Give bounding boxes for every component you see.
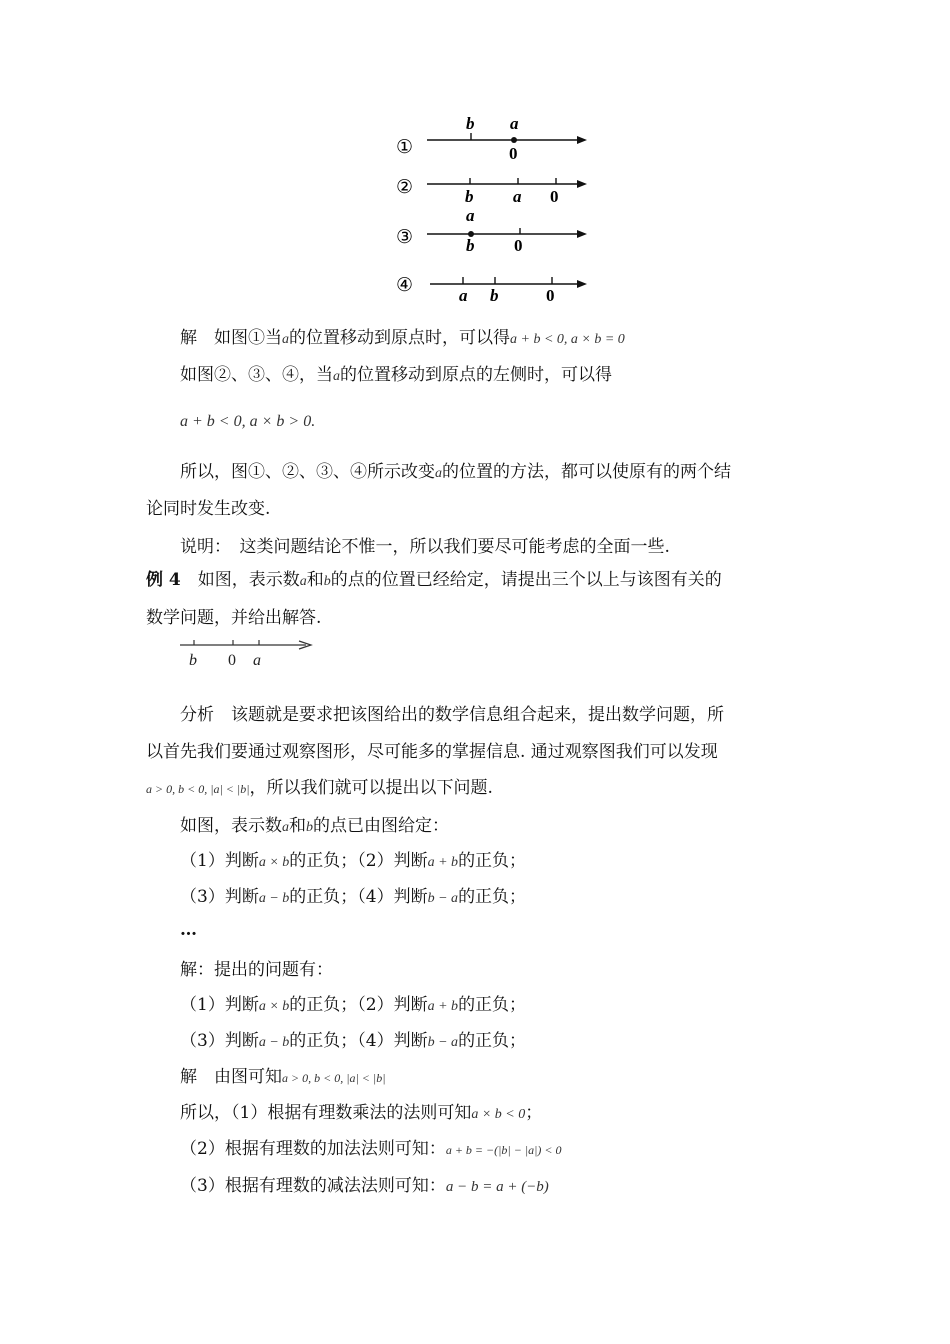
solve-formula: a > 0, b < 0, |a| < |b| [282, 1071, 386, 1085]
analysis-line2: 以首先我们要通过观察图形，尽可能多的掌握信息. 通过观察图我们可以发现 [146, 742, 718, 762]
var-a: a [282, 332, 289, 347]
var-b: b [306, 820, 313, 835]
number-line-row-4 [396, 274, 587, 305]
example4-label: 例 4 [146, 570, 181, 590]
row-marker-3: ③ [396, 226, 414, 248]
q4-expr: b − a [427, 891, 459, 906]
row-marker-2: ② [396, 176, 414, 198]
a1-number: （1）判断 [180, 995, 259, 1015]
label-0-2: 0 [550, 187, 559, 206]
ex4-label-a: a [253, 652, 261, 669]
label-0-4: 0 [546, 286, 555, 305]
q1-tail: 的正负； [289, 851, 358, 871]
a2-number: （2）判断 [357, 995, 428, 1015]
a3-tail: 的正负； [289, 1031, 358, 1051]
ellipsis-line [180, 918, 197, 942]
step3-lead: （3）根据有理数的减法法则可知： [180, 1176, 446, 1196]
q3-tail: 的正负； [289, 887, 358, 907]
axis-arrow-1 [577, 136, 587, 144]
q1-expr: a × b [258, 855, 290, 870]
conclusion-line-1 [180, 460, 731, 486]
given-and: 和 [289, 816, 306, 836]
solution1-lead: 解 如图①当 [180, 328, 282, 348]
var-a: a [333, 369, 340, 384]
conclusion-line2: 论同时发生改变. [146, 499, 271, 519]
q2-number: （2）判断 [357, 851, 428, 871]
conclusion-line-2 [146, 497, 270, 521]
ex4-label-0: 0 [228, 652, 236, 669]
example4-text2: 的点的位置已经给定，请提出三个以上与该图有关的 [330, 570, 722, 590]
conclusion-tail: 的位置的方法，都可以使原有的两个结 [442, 462, 731, 482]
solve-line [180, 1065, 386, 1090]
number-line-row-2 [396, 176, 587, 206]
solution2-tail: 的位置移动到原点的左侧时，可以得 [340, 365, 612, 385]
analysis-line-3 [146, 776, 493, 801]
answer-line-1 [180, 993, 526, 1019]
solution2-lead: 如图②、③、④，当 [180, 365, 333, 385]
given-line [180, 814, 449, 840]
example4-text1: 如图，表示数 [180, 570, 300, 590]
conclusion-lead: 所以，图①、②、③、④所示改变 [180, 462, 435, 482]
a2-tail: 的正负； [458, 995, 527, 1015]
analysis-line1: 分析 该题就是要求把该图给出的数学信息组合起来，提出数学问题，所 [180, 705, 724, 725]
note-text: 说明： 这类问题结论不惟一，所以我们要尽可能考虑的全面一些. [180, 537, 670, 557]
q1-number: （1）判断 [180, 851, 259, 871]
analysis-line-2 [146, 740, 718, 764]
formula-conditions: a > 0, b < 0, |a| < |b| [146, 782, 250, 796]
row-marker-4: ④ [396, 274, 414, 296]
q2-expr: a + b [427, 855, 459, 870]
a3-expr: a − b [258, 1035, 290, 1050]
a3-number: （3）判断 [180, 1031, 259, 1051]
a1-expr: a × b [258, 999, 290, 1014]
step1-tail: ； [525, 1103, 543, 1123]
q2-tail: 的正负； [458, 851, 527, 871]
q4-number: （4）判断 [357, 887, 428, 907]
answer-head: 解：提出的问题有： [180, 960, 333, 980]
label-a-4: a [459, 286, 468, 305]
analysis-line-1 [180, 703, 724, 727]
label-a-1: a [510, 114, 519, 133]
question-line-2 [180, 885, 526, 911]
var-a: a [435, 466, 442, 481]
label-b-1: b [466, 114, 475, 133]
solution-line-2 [180, 363, 612, 389]
step1-lead: 所以，（1）根据有理数乘法的法则可知 [180, 1103, 472, 1123]
step3-formula: a − b = a + (−b) [445, 1179, 549, 1195]
label-a-3: a [466, 206, 475, 225]
answer-head-line [180, 958, 333, 982]
example4-line-2 [146, 606, 321, 630]
var-a: a [282, 820, 289, 835]
example4-line-1 [146, 568, 722, 594]
label-b-4: b [490, 286, 499, 305]
solve-lead: 解 由图可知 [180, 1067, 282, 1087]
axis-arrow-4 [577, 280, 587, 288]
step2-line [180, 1137, 562, 1162]
var-b: b [323, 574, 331, 589]
analysis-line3-text: ，所以我们就可以提出以下问题. [249, 778, 493, 798]
axis-arrow-2 [577, 180, 587, 188]
label-a-2: a [513, 187, 522, 206]
number-line-row-1 [396, 114, 587, 163]
solution1-mid: 的位置移动到原点时，可以得 [289, 328, 510, 348]
label-0-1: 0 [509, 144, 518, 163]
q3-expr: a − b [258, 891, 290, 906]
number-lines-figure [0, 0, 950, 320]
example4-number-line [0, 635, 950, 675]
var-a: a [299, 574, 307, 589]
point-a-1 [511, 137, 517, 143]
ellipsis: … [180, 920, 197, 940]
example4-line2: 数学问题，并给出解答. [146, 608, 322, 628]
q4-tail: 的正负； [458, 887, 527, 907]
label-b-2: b [465, 187, 474, 206]
solution-line-1 [180, 326, 625, 352]
question-line-1 [180, 849, 526, 875]
answer-line-2 [180, 1029, 526, 1055]
given-lead: 如图，表示数 [180, 816, 282, 836]
a4-tail: 的正负； [458, 1031, 527, 1051]
solution-line-3 [180, 409, 315, 434]
step3-line [180, 1174, 549, 1199]
a4-expr: b − a [427, 1035, 459, 1050]
step2-formula: a + b = −(|b| − |a|) < 0 [445, 1143, 562, 1157]
a4-number: （4）判断 [357, 1031, 428, 1051]
row-marker-1: ① [396, 136, 414, 158]
label-b-3: b [466, 236, 475, 255]
step1-line [180, 1101, 542, 1127]
a2-expr: a + b [427, 999, 459, 1014]
example4-and: 和 [306, 570, 324, 590]
label-0-3: 0 [514, 236, 523, 255]
number-line-row-3 [396, 206, 587, 255]
formula-sum-prod-2: a + b < 0, a × b > 0. [180, 413, 316, 430]
q3-number: （3）判断 [180, 887, 259, 907]
formula-sum-prod: a + b < 0, a × b = 0 [510, 332, 625, 347]
a1-tail: 的正负； [289, 995, 358, 1015]
step2-lead: （2）根据有理数的加法法则可知： [180, 1139, 446, 1159]
step1-formula: a × b < 0 [471, 1107, 526, 1122]
axis-arrow-3 [577, 230, 587, 238]
given-tail: 的点已由图给定： [313, 816, 449, 836]
ex4-label-b: b [189, 652, 197, 669]
note-line [180, 535, 670, 559]
